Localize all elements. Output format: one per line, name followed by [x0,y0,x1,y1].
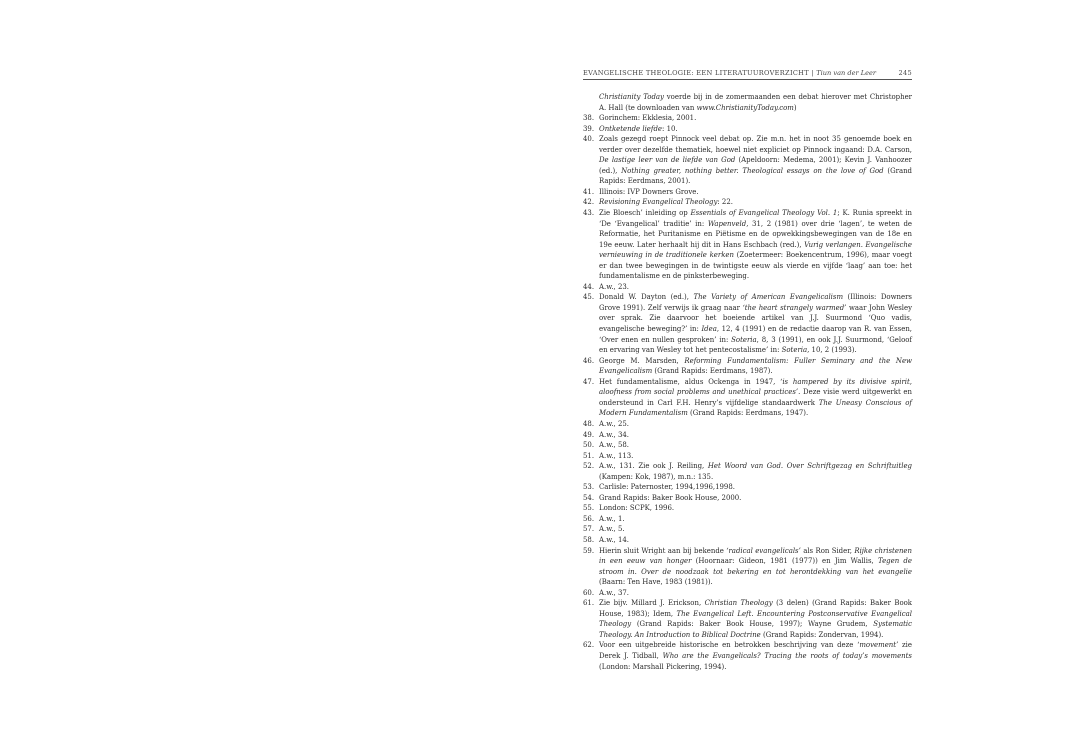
endnote-number: 50. [583,441,595,450]
endnote-number: 48. [583,419,595,428]
endnote-text: Revisioning Evangelical Theology: 22. [599,198,733,207]
endnote-number: 46. [583,356,595,365]
endnote-text: Donald W. Dayton (ed.), The Variety of American Evangelicalism (Illinois: Downers Grove 1991). Zelf verwijs ik graag naar ‘the heart strangely warmed’ waar John Wesley over sprak. Zie daarvoor het boeiende artikel van J.J. Suurmond ‘Quo vadis, evangelische beweging?’ in: Idea, 12, 4 (1991) en de redactie daarop van R. van Essen, ‘Over enen en nullen gesproken’ in: Soteria, 8, 3 (1991), en ook J.J. Suurmond, ‘Geloof en ervaring van Wesley tot het pentecostalisme’ in: Soteria, 10, 2 (1993). [599,293,912,355]
endnote-number: 39. [583,124,595,133]
endnote-text: Gorinchem: Ekklesia, 2001. [599,114,697,123]
endnote-number: 59. [583,546,595,555]
endnote [583,598,912,640]
endnote-text: Zie bijv. Millard J. Erickson, Christian Theology (3 delen) (Grand Rapids: Baker Book House, 1983); Idem, The Evangelical Left. Encountering Postconservative Evangelical Theology (Grand Rapids: Baker Book House, 1997); Wayne Grudem, Systematic Theology. An Introduction to Biblical Doctrine (Grand Rapids: Zondervan, 1994). [599,599,913,639]
endnote [583,430,912,441]
endnote [583,546,912,588]
endnote [583,461,912,482]
endnote [583,451,912,462]
endnote-number: 60. [583,588,595,597]
endnote [583,208,912,282]
endnote [583,419,912,430]
endnote-text: A.w., 5. [599,525,625,534]
endnote-number: 44. [583,282,595,291]
endnote-number: 38. [583,114,595,123]
endnote-number: 58. [583,535,595,544]
endnote-text: Grand Rapids: Baker Book House, 2000. [599,493,742,502]
endnote-text: A.w., 34. [599,430,629,439]
endnote-number: 51. [583,451,595,460]
endnote [583,292,912,355]
endnote-text: A.w., 113. [599,451,634,460]
endnote [583,134,912,187]
endnote [583,356,912,377]
endnote-text: London: SCPK, 1996. [599,504,675,513]
endnote-number: 40. [583,135,595,144]
endnote-text: Carlisle: Paternoster, 1994,1996,1998. [599,483,735,492]
endnote-number: 56. [583,514,595,523]
endnote [583,197,912,208]
endnote-number: 61. [583,599,595,608]
running-title [583,69,876,77]
endnote-text: A.w., 58. [599,441,629,450]
endnote-number: 43. [583,209,595,218]
endnote-text: Hierin sluit Wright aan bij bekende ‘radical evangelicals’ als Ron Sider, Rijke christenen in een eeuw van honger (Hoornaar: Gideon, 1981 (1977)) en Jim Wallis, Tegen de stroom in. Over de noodzaak tot bekering en tot herontdekking van het evangelie (Baarn: Ten Have, 1983 (1981)). [599,546,912,587]
endnote [583,535,912,546]
endnote-text: Het fundamentalisme, aldus Ockenga in 1947, ‘is hampered by its divisive spirit, aloofness from social problems and unethical practices’. Deze visie werd uitgewerkt en ondersteund in Carl F.H. Henry’s vijfdelige standaardwerk The Uneasy Conscious of Modern Fundamentalism (Grand Rapids: Eerdmans, 1947). [599,377,912,418]
endnote-text: A.w., 1. [599,514,625,523]
endnote-number: 42. [583,198,595,207]
running-header [583,69,912,77]
endnote-text: Voor een uitgebreide historische en betrokken beschrijving van deze ‘movement’ zie Derek J. Tidball, Who are the Evangelicals? Tracing the roots of today’s movements (London: Marshall Pickering, 1994). [599,641,912,671]
endnote-text: A.w., 25. [599,419,629,428]
endnote-text: Ontketende liefde: 10. [599,124,678,133]
endnote-text: Christianity Today voerde bij in de zomermaanden een debat hierover met Christopher A. Hall (te downloaden van www.ChristianityToday.com) [599,93,913,112]
endnote-number: 57. [583,525,595,534]
running-title-text: EVANGELISCHE THEOLOGIE: EEN LITERATUUROVERZICHT | [583,69,817,77]
endnotes-list [583,92,912,672]
endnote [583,640,912,672]
endnote [583,493,912,504]
endnote [583,187,912,198]
endnote-number: 52. [583,462,595,471]
endnote-number: 45. [583,293,595,302]
endnote-text: A.w., 131. Zie ook J. Reiling, Het Woord van God. Over Schriftgezag en Schriftuitleg (Kampen: Kok, 1987), m.n.: 135. [599,462,912,481]
endnote [583,92,912,113]
endnote-text: A.w., 23. [599,282,629,291]
endnote-number: 47. [583,377,595,386]
endnote-number [583,92,599,113]
endnote [583,377,912,419]
endnote [583,482,912,493]
endnote-number: 49. [583,430,595,439]
endnote-number: 41. [583,187,595,196]
endnote-text: A.w., 37. [599,588,629,597]
endnote-number: 53. [583,483,595,492]
endnote [583,282,912,293]
header-rule [583,79,912,80]
page-number: 245 [898,69,912,77]
endnote [583,440,912,451]
endnote-number: 54. [583,493,595,502]
endnote-text: Zoals gezegd roept Pinnock veel debat op. Zie m.n. het in noot 35 genoemde boek en verder over dezelfde thematiek, hoewel niet expliciet op Pinnock ingaand: D.A. Carson, De lastige leer van de liefde van God (Apeldoorn: Medema, 2001); Kevin J. Vanhoozer (ed.), Nothing greater, nothing better. Theological essays on the love of God (Grand Rapids: Eerdmans, 2001). [599,135,912,186]
endnote [583,124,912,135]
endnote-text: George M. Marsden, Reforming Fundamentalism: Fuller Seminary and the New Evangelicalism (Grand Rapids: Eerdmans, 1987). [599,356,912,376]
endnote-number: 55. [583,504,595,513]
endnote-text: Illinois: IVP Downers Grove. [599,187,699,196]
running-author: Tiun van der Leer [816,69,877,77]
endnote-text: A.w., 14. [599,535,629,544]
endnote [583,113,912,124]
endnote [583,524,912,535]
endnote-text: Zie Bloesch’ inleiding op Essentials of Evangelical Theology Vol. 1; K. Runia spreekt in ‘De ‘Evangelical’ traditie’ in: Wapenveld, 31, 2 (1981) over drie ‘lagen’, te weten de Reformatie, het Puritanisme en Piëtisme en de opwekkingsbewegingen van de 18e en 19e eeuw. Later herhaalt hij dit in Hans Eschbach (red.), Vurig verlangen. Evangelische vernieuwing in de traditionele kerken (Zoetermeer: Boekencentrum, 1996), maar voegt er dan twee bewegingen in de twintigste eeuw als vierde en vijfde ‘laag’ aan toe: het fundamentalisme en de pinksterbeweging. [599,209,912,281]
endnote [583,514,912,525]
endnote [583,503,912,514]
endnote [583,588,912,599]
endnote-number: 62. [583,641,595,650]
